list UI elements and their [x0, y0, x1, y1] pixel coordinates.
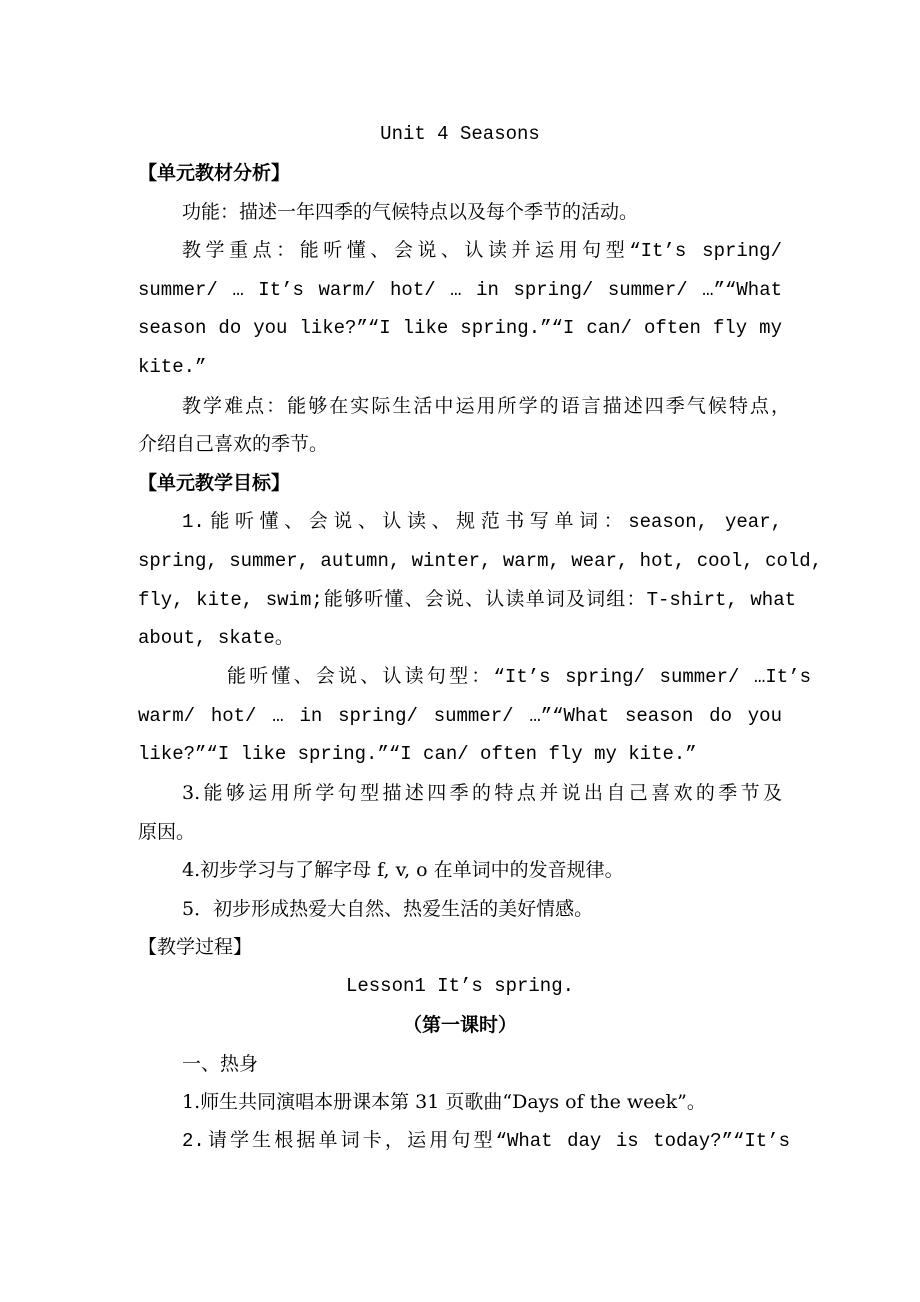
- section-heading-analysis: 【单元教材分析】: [138, 162, 291, 184]
- goal-1-line-2: spring, summer, autumn, winter, warm, wear, hot, cool, cold,: [138, 550, 823, 572]
- difficulty-line-1: 教学难点：能够在实际生活中运用所学的语言描述四季气候特点，: [182, 395, 790, 417]
- warmup-step-2: 2.请学生根据单词卡，运用句型“What day is today?”“It’s: [182, 1130, 790, 1152]
- goal-5-line: 5．初步形成热爱大自然、热爱生活的美好情感。: [182, 898, 594, 920]
- warmup-step-1: 1.师生共同演唱本册课本第 31 页歌曲“Days of the week”。: [182, 1091, 706, 1113]
- lesson-title: Lesson1 It’s spring.: [345, 975, 575, 997]
- goal-2-line-2: warm/ hot/ … in spring/ summer/ …”“What season do you: [138, 705, 782, 727]
- key-points-line-4: kite.”: [138, 356, 207, 378]
- goal-2-line-1: 能听懂、会说、认读句型：“It’s spring/ summer/ …It’s: [227, 666, 811, 688]
- goal-3-line-2: 原因。: [138, 821, 196, 843]
- section-heading-goals: 【单元教学目标】: [138, 472, 291, 494]
- section-heading-process: 【教学过程】: [138, 936, 253, 958]
- goal-2-line-3: like?”“I like spring.”“I can/ often fly my kite.”: [138, 743, 697, 765]
- lesson-period: （第一课时）: [402, 1014, 517, 1036]
- function-line: 功能：描述一年四季的气候特点以及每个季节的活动。: [182, 201, 639, 223]
- key-points-line-3: season do you like?”“I like spring.”“I can/ often fly my: [138, 317, 782, 339]
- goal-3-line-1: 3.能够运用所学句型描述四季的特点并说出自己喜欢的季节及: [182, 782, 782, 804]
- goal-1-line-1: 1.能听懂、会说、认读、规范书写单词：season, year,: [182, 511, 782, 533]
- goal-1-line-4: about, skate。: [138, 627, 294, 649]
- key-points-line-2: summer/ … It’s warm/ hot/ … in spring/ summer/ …”“What: [138, 279, 782, 301]
- difficulty-line-2: 介绍自己喜欢的季节。: [138, 433, 329, 455]
- goal-1-line-3: fly, kite, swim;能够听懂、会说、认读单词及词组：T-shirt, what: [138, 589, 796, 611]
- key-points-line-1: 教学重点：能听懂、会说、认读并运用句型“It’s spring/: [182, 240, 782, 262]
- warmup-heading: 一、热身: [182, 1053, 259, 1075]
- goal-4-line: 4.初步学习与了解字母 f, v, o 在单词中的发音规律。: [182, 859, 624, 881]
- unit-title: Unit 4 Seasons: [380, 123, 540, 145]
